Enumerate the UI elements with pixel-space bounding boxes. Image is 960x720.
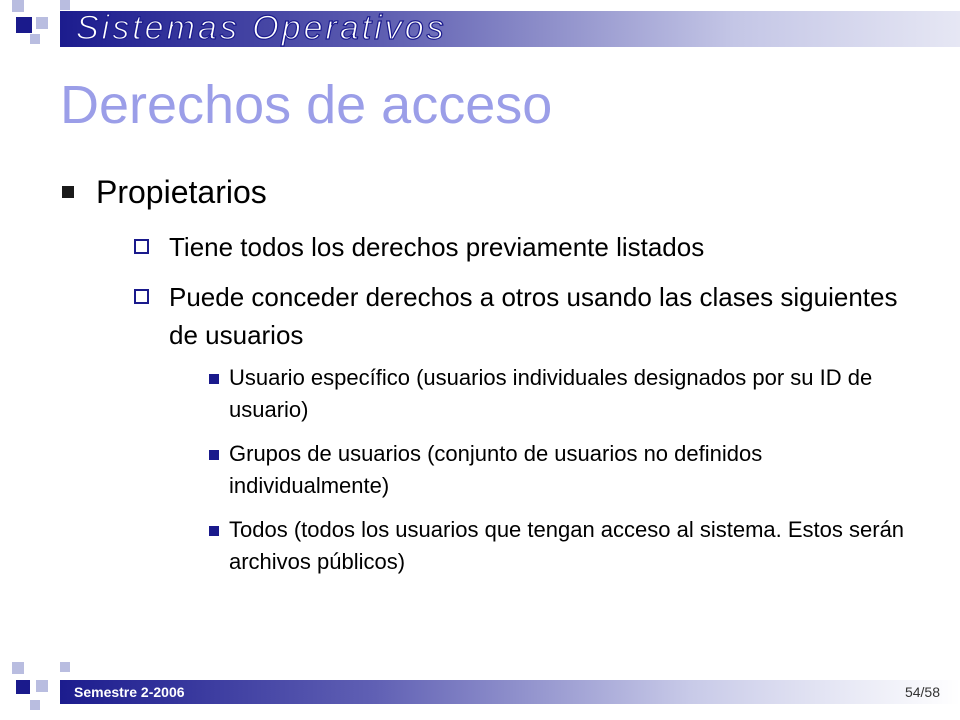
course-title: Sistemas Operativos	[76, 9, 447, 47]
list-item	[209, 362, 922, 426]
square-bullet-icon	[209, 374, 219, 384]
bullet-text: Grupos de usuarios (conjunto de usuarios no definidos individualmente)	[229, 441, 763, 498]
list-item	[134, 278, 922, 578]
page-number: 54/58	[904, 684, 940, 700]
decor-square	[60, 662, 70, 672]
bullet-text: Propietarios	[96, 174, 267, 210]
footer-banner	[60, 680, 960, 704]
bullet-text: Usuario específico (usuarios individuales designados por su ID de usuario)	[229, 365, 873, 422]
list-item	[134, 228, 922, 266]
decor-square	[16, 680, 30, 694]
hollow-square-bullet-icon	[134, 239, 149, 254]
decor-square	[16, 17, 32, 33]
sub-list	[134, 228, 922, 578]
bullet-list	[62, 172, 922, 590]
decor-square	[36, 680, 48, 692]
semester-label: Semestre 2-2006	[74, 684, 185, 700]
list-item	[209, 514, 922, 578]
bullet-text: Tiene todos los derechos previamente listados	[169, 232, 705, 262]
square-bullet-icon	[209, 450, 219, 460]
bullet-text: Todos (todos los usuarios que tengan acceso al sistema. Estos serán archivos públicos)	[229, 517, 905, 574]
decor-square	[60, 0, 70, 10]
hollow-square-bullet-icon	[134, 289, 149, 304]
slide-title: Derechos de acceso	[60, 75, 553, 135]
bullet-text: Puede conceder derechos a otros usando las clases siguientes de usuarios	[169, 282, 898, 350]
decor-square	[12, 662, 24, 674]
decor-square	[36, 17, 48, 29]
decor-square	[12, 0, 24, 12]
sub-sub-list	[209, 362, 922, 578]
square-bullet-icon	[62, 186, 74, 198]
decor-square	[30, 700, 40, 710]
square-bullet-icon	[209, 526, 219, 536]
list-item	[62, 172, 922, 578]
list-item	[209, 438, 922, 502]
decor-square	[30, 34, 40, 44]
